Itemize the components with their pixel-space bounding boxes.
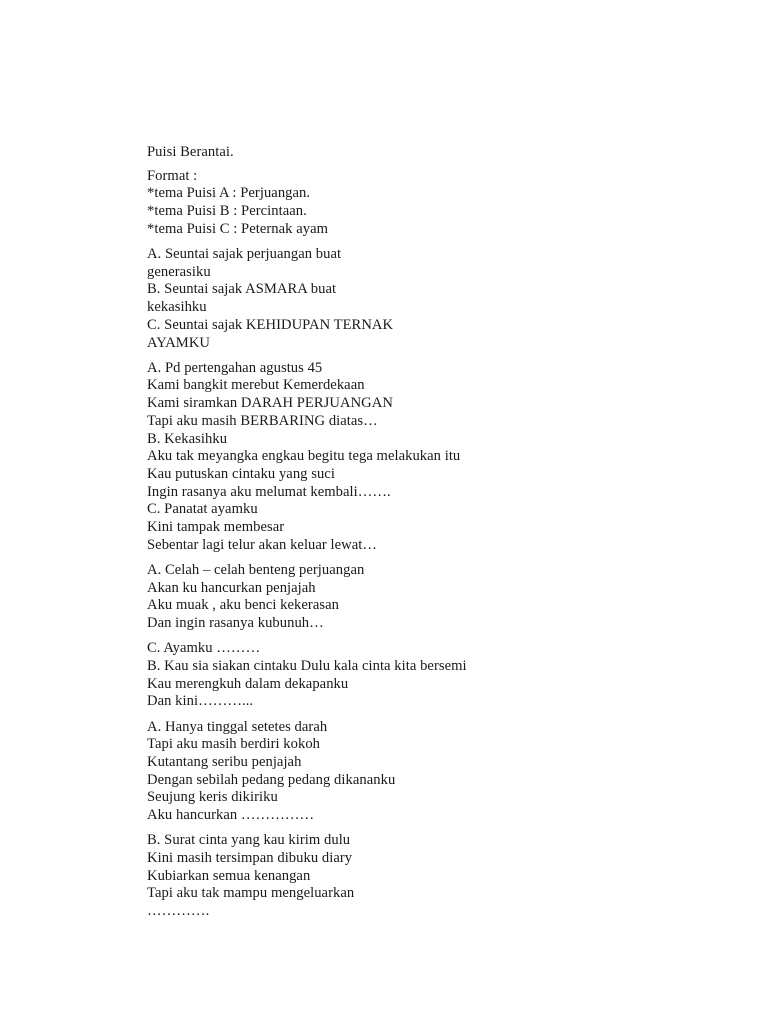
- stanza-block: [147, 360, 707, 555]
- text-line: kekasihku: [147, 299, 207, 316]
- text-line: Seujung keris dikiriku: [147, 789, 278, 806]
- text-line: B. Surat cinta yang kau kirim dulu: [147, 832, 351, 849]
- text-line: *tema Puisi B : Percintaan.: [147, 203, 307, 220]
- text-line: Sebentar lagi telur akan keluar lewat…: [147, 536, 378, 553]
- text-line: Akan ku hancurkan penjajah: [147, 579, 316, 596]
- text-line: Kini masih tersimpan dibuku diary: [147, 850, 353, 867]
- text-line: Format :: [147, 167, 198, 184]
- text-line: *tema Puisi A : Perjuangan.: [147, 185, 311, 202]
- text-line: A. Celah – celah benteng perjuangan: [147, 561, 365, 578]
- text-line: Tapi aku masih berdiri kokoh: [147, 736, 321, 753]
- text-line: *tema Puisi C : Peternak ayam: [147, 220, 328, 237]
- text-line: Dan kini………...: [147, 693, 254, 710]
- document-title: Puisi Berantai.: [147, 144, 234, 160]
- stanza-block: [147, 719, 707, 825]
- text-line: Aku tak meyangka engkau begitu tega melakukan itu: [147, 448, 461, 465]
- text-line: Aku hancurkan ……………: [147, 807, 315, 824]
- text-line: ………….: [147, 903, 210, 920]
- text-line: AYAMKU: [147, 334, 211, 351]
- text-line: Kubiarkan semua kenangan: [147, 867, 311, 884]
- text-line: A. Pd pertengahan agustus 45: [147, 359, 323, 376]
- text-line: Ingin rasanya aku melumat kembali…….: [147, 483, 391, 500]
- text-line: C. Panatat ayamku: [147, 501, 258, 518]
- text-line: Aku muak , aku benci kekerasan: [147, 597, 339, 614]
- intro-block: [147, 246, 707, 352]
- text-line: Kutantang seribu penjajah: [147, 754, 302, 770]
- text-line: C. Seuntai sajak KEHIDUPAN TERNAK: [147, 316, 394, 333]
- text-line: generasiku: [147, 263, 211, 280]
- text-line: C. Ayamku ………: [147, 640, 261, 657]
- text-line: Kau merengkuh dalam dekapanku: [147, 675, 349, 692]
- text-line: Dan ingin rasanya kubunuh…: [147, 615, 324, 632]
- text-line: Dengan sebilah pedang pedang dikananku: [147, 771, 396, 788]
- stanza-block: [147, 562, 707, 633]
- text-line: Tapi aku tak mampu mengeluarkan: [147, 885, 355, 902]
- text-line: A. Seuntai sajak perjuangan buat: [147, 246, 342, 263]
- poem-content: [147, 144, 707, 921]
- text-line: Kami siramkan DARAH PERJUANGAN: [147, 395, 393, 412]
- text-line: B. Kekasihku: [147, 430, 228, 447]
- stanza-block: [147, 832, 707, 921]
- text-line: Tapi aku masih BERBARING diatas…: [147, 412, 378, 429]
- format-block: [147, 168, 707, 239]
- stanza-block: [147, 640, 707, 711]
- text-line: Kami bangkit merebut Kemerdekaan: [147, 377, 365, 394]
- text-line: B. Seuntai sajak ASMARA buat: [147, 281, 337, 298]
- text-line: B. Kau sia siakan cintaku Dulu kala cinta kita bersemi: [147, 657, 467, 674]
- text-line: Kini tampak membesar: [147, 519, 285, 536]
- text-line: A. Hanya tinggal setetes darah: [147, 718, 328, 735]
- text-line: Kau putuskan cintaku yang suci: [147, 465, 335, 482]
